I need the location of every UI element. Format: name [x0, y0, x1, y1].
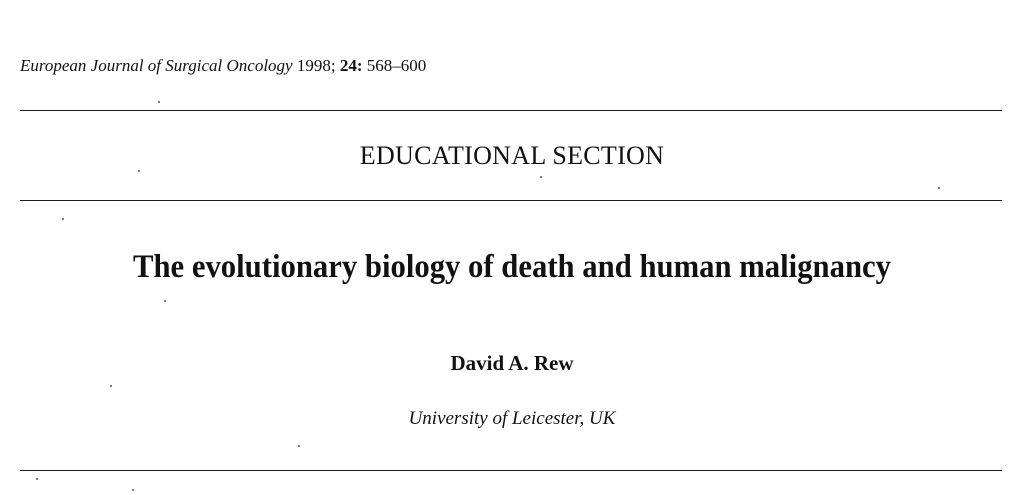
scan-speck [62, 218, 64, 220]
scan-speck [158, 101, 160, 103]
volume-number: 24: [339, 56, 363, 75]
author-name: David A. Rew [450, 351, 574, 375]
scan-speck [110, 385, 112, 387]
section-divider [20, 200, 1002, 201]
page-range: 568–600 [366, 56, 427, 75]
scan-speck [36, 478, 38, 480]
scan-speck [164, 300, 166, 302]
scan-speck [298, 445, 300, 447]
publication-year: 1998; [296, 56, 336, 75]
bottom-divider [20, 470, 1002, 471]
scan-speck [138, 170, 140, 172]
journal-citation [20, 56, 426, 76]
article-title: The evolutionary biology of death and human malignancy [132, 249, 891, 285]
scan-speck [540, 176, 542, 178]
journal-name: European Journal of Surgical Oncology [20, 56, 293, 75]
section-heading: EDUCATIONAL SECTION [359, 141, 665, 170]
author-affiliation: University of Leicester, UK [408, 408, 616, 429]
top-divider [20, 110, 1002, 111]
scan-speck [938, 187, 940, 189]
scan-speck [132, 489, 134, 491]
